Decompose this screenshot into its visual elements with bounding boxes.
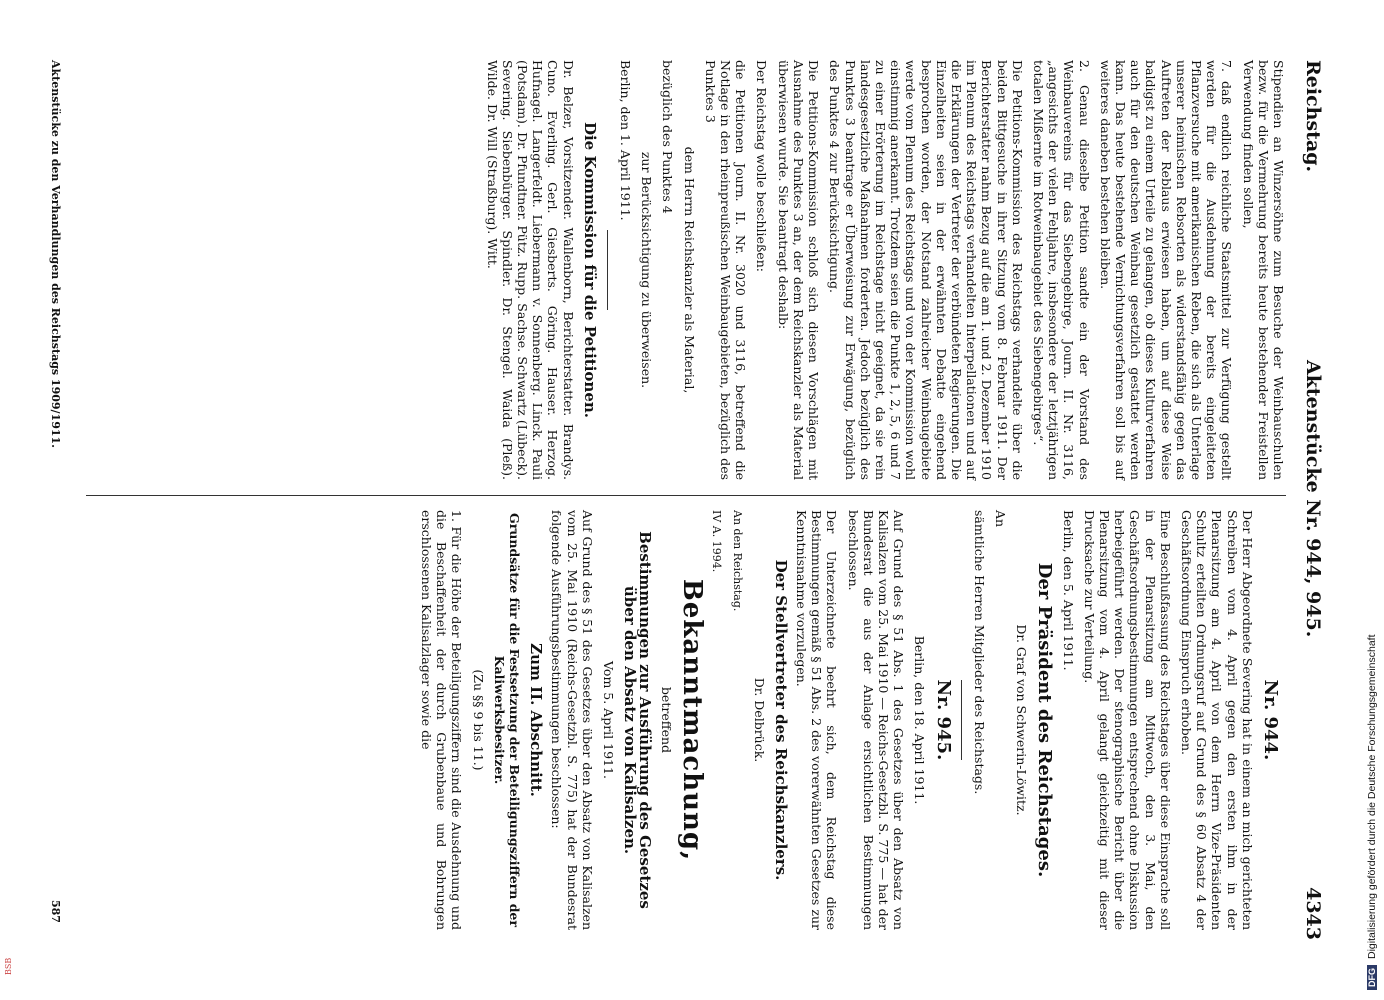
paragraph: 7. daß endlich reichliche Staatsmittel zur Verfügung gestellt werden für die Ausdehnung der bereits eingeleiteten Pflanzversuche mit amerikanischen Reben, die sich als Unterlage unserer heimischen Rebsorten als widerstandsfähig gegen das Auftreten der Reblaus erwiesen haben, um auf diese Weise baldigst zu einem Urteile zu gelangen, ob dieses Kulturverfahren auch für den deutschen Weinbau gesetzlich gestattet werden kann. Das heute bestehende Vernichtungsverfahren soll bis auf weiteres daneben bestehen bleiben.: [1097, 60, 1235, 480]
signatory-title: Der Stellvertreter des Reichskanzlers.: [771, 559, 790, 881]
commission-title: Die Kommission für die Petitionen.: [580, 121, 599, 419]
paragraph: Der Unterzeichnete beehrt sich, dem Reichstag diese Bestimmungen gemäß § 51 Abs. 2 des vorerwähnten Gesetzes zur Kenntnisnahme vorzulegen.: [793, 510, 840, 930]
paragraph: Auf Grund des § 51 Abs. 1 des Gesetzes über den Absatz von Kalisalzen vom 25. Mai 1910 — Reichs-Gesetzbl. S. 775 — hat der Bundesrat die aus der Anlage ersichtlichen Bestimmungen beschlossen.: [845, 510, 907, 930]
paragraph: zur Berücksichtigung zu überweisen.: [639, 151, 655, 389]
section-range: (Zu §§ 9 bis 11.): [470, 669, 486, 771]
paragraph: Der Reichstag wolle beschließen:: [754, 60, 770, 272]
signatory-name: Dr. Delbrück.: [751, 677, 767, 763]
announcement-subject: Bestimmungen zur Ausführung des Gesetzes über den Absatz von Kalisalzen.: [621, 531, 655, 909]
date-line: Vom 5. April 1911.: [601, 661, 617, 779]
separator-rule: [961, 680, 962, 760]
paragraph: 1. Für die Höhe der Beteiligungsziffern sind die Ausdehnung und die Beschaffenheit der durch Grubenbaue und Bohrungen erschlossenen Kalisalzlager sowie die: [419, 510, 465, 930]
subtitle: betreffend: [658, 686, 674, 754]
member-list: Dr. Belzer, Vorsitzender. Wallenborn, Berichterstatter. Brandys. Cuno. Everling. Gerl. Giesberts. Göring. Hauser. Herzog. Hufnagel. Langerfeldt. Liebermann v. Sonnenberg. Linck. Pauli (Potsdam). Dr. Pfundtner. Pütz. Rupp. Sachse. Schwartz (Lübeck). Severing. Siebenbürger. Spindler. Dr. Stengel. Waida (Pleß). Wilde. Dr. Will (Straßburg). Witt.: [484, 60, 576, 480]
date-line: Berlin, den 18. April 1911.: [912, 635, 928, 805]
dfg-logo: DFG: [1367, 965, 1377, 990]
document-number: Nr. 945.: [932, 679, 954, 761]
page-number: 4343: [1302, 887, 1324, 940]
column-divider: [86, 495, 1286, 496]
digitization-text: Digitalisierung gefördert durch die Deutsche Forschungsgemeinschaft: [1366, 634, 1378, 959]
reference: IV A. 1994.: [710, 510, 724, 573]
paragraph: Auf Grund des § 51 des Gesetzes über den Absatz von Kalisalzen vom 25. Mai 1910 (Reichs-Gesetzbl. S. 775) hat der Bundesrat folgende Ausführungsbestimmungen beschlossen:: [549, 510, 595, 930]
footer-number: 587: [49, 900, 62, 923]
separator-rule: [607, 230, 608, 310]
page-header: [1290, 60, 1330, 940]
paragraph: bezüglich des Punktes 4: [660, 60, 676, 214]
left-column: [478, 60, 1286, 480]
footer-text: Aktenstücke zu den Verhandlungen des Reichstags 1909/1911.: [49, 60, 62, 448]
date-line: Berlin, den 5. April 1911.: [1060, 510, 1076, 671]
rotated-page-content: [40, 60, 1330, 940]
date-line: Berlin, den 1. April 1911.: [618, 60, 634, 221]
header-left: Reichstag.: [1302, 60, 1324, 173]
digitization-note: [1366, 90, 1378, 990]
addressee: An: [992, 510, 1008, 528]
addressee: sämtliche Herren Mitglieder des Reichstags.: [971, 510, 987, 795]
right-column: [413, 510, 1286, 930]
announcement-title: Bekanntmachung,: [676, 578, 707, 862]
paragraph: Eine Beschlußfassung des Reichstages über diese Einsprache soll in der Plenarsitzung am Mittwoch, den 3. Mai, den Geschäftsordnungsbestimmungen entsprechend ohne Diskussion herbeigeführt werden. Der stenographische Bericht über die Plenarsitzung vom 4. April gelangt gleichzeitig mit dieser Drucksache zur Verteilung.: [1081, 510, 1173, 930]
paragraph: Der Herr Abgeordnete Severing hat in einem an mich gerichteten Schreiben vom 4. April gegen den ersten ihm in der Plenarsitzung am 4. April von dem Herrn Vize-Präsidenten Schultz erteilten Ordnungsruf auf Grund des § 60 Absatz 4 der Geschäftsordnung Einspruch erhoben.: [1178, 510, 1255, 930]
paragraph: die Petitionen Journ. II. Nr. 3020 und 3116, betreffend die Notlage in den rheinpreußischen Weinbaugebieten, bezüglich des Punktes 3: [702, 60, 749, 480]
library-mark: BSB: [4, 957, 13, 975]
paragraph: Stipendien an Winzersöhne zum Besuche der Weinbauschulen bezw. für die Vermehrung bereits heute bestehender Freistellen Verwendung finden sollen,: [1240, 60, 1286, 480]
paragraph: dem Herrn Reichskanzler als Material,: [681, 146, 697, 394]
paragraph: Die Petitions-Kommission schloß sich diesen Vorschlägen mit Ausnahme des Punktes 3 an, der dem Reichskanzler als Material überwiesen wurde. Sie beantragt deshalb:: [775, 60, 822, 480]
signatory-name: Dr. Graf von Schwerin-Löwitz.: [1014, 624, 1030, 816]
document-number: Nr. 944.: [1260, 679, 1281, 761]
paragraph: 2. Genau dieselbe Petition sandte ein der Vorstand des Weinbauvereins für das Siebengebirge, Journ. II. Nr. 3116, „angesichts der vielen Fehljahre, insbesondere der letztjährigen totalen Mißernte im Rotweinbaugebiet des Siebengebirges“.: [1030, 60, 1092, 480]
signatory-title: Der Präsident des Reichstages.: [1034, 562, 1056, 878]
paragraph: Die Petitions-Kommission des Reichstags verhandelte über die beiden Bittgesuche in ihrer Sitzung vom 8. Februar 1911. Der Berichterstatter nahm Bezug auf die am 1. und 2. Dezember 1910 im Plenum des Reichstags verhandelten Interpellationen und auf die Erklärungen der Vertreter der verbündeten Regierungen. Die Einzelheiten seien in der erwähnten Debatte eingehend besprochen worden, der Notstand zahlreicher Weinbaugebiete werde vom Plenum des Reichstags und von der Kommission wohl einstimmig anerkannt. Trotzdem seien die Punkte 1, 2, 5, 6 und 7 zu einer Erörterung im Reichstage nicht geeignet, da sie rein landesgesetzliche Maßnahmen forderten. Jedoch bezüglich des Punktes 3 beantrage er Überweisung zur Erwägung, bezüglich des Punktes 4 zur Berücksichtigung.: [827, 60, 1025, 480]
addressee: An den Reichstag.: [731, 510, 745, 612]
section-subheading: Grundsätze für die Festsetzung der Beteiligungsziffern der Kaliwerksbesitzer.: [491, 513, 523, 927]
header-title: Aktenstücke Nr. 944, 945.: [1302, 360, 1324, 638]
section-heading: Zum II. Abschnitt.: [527, 643, 546, 797]
